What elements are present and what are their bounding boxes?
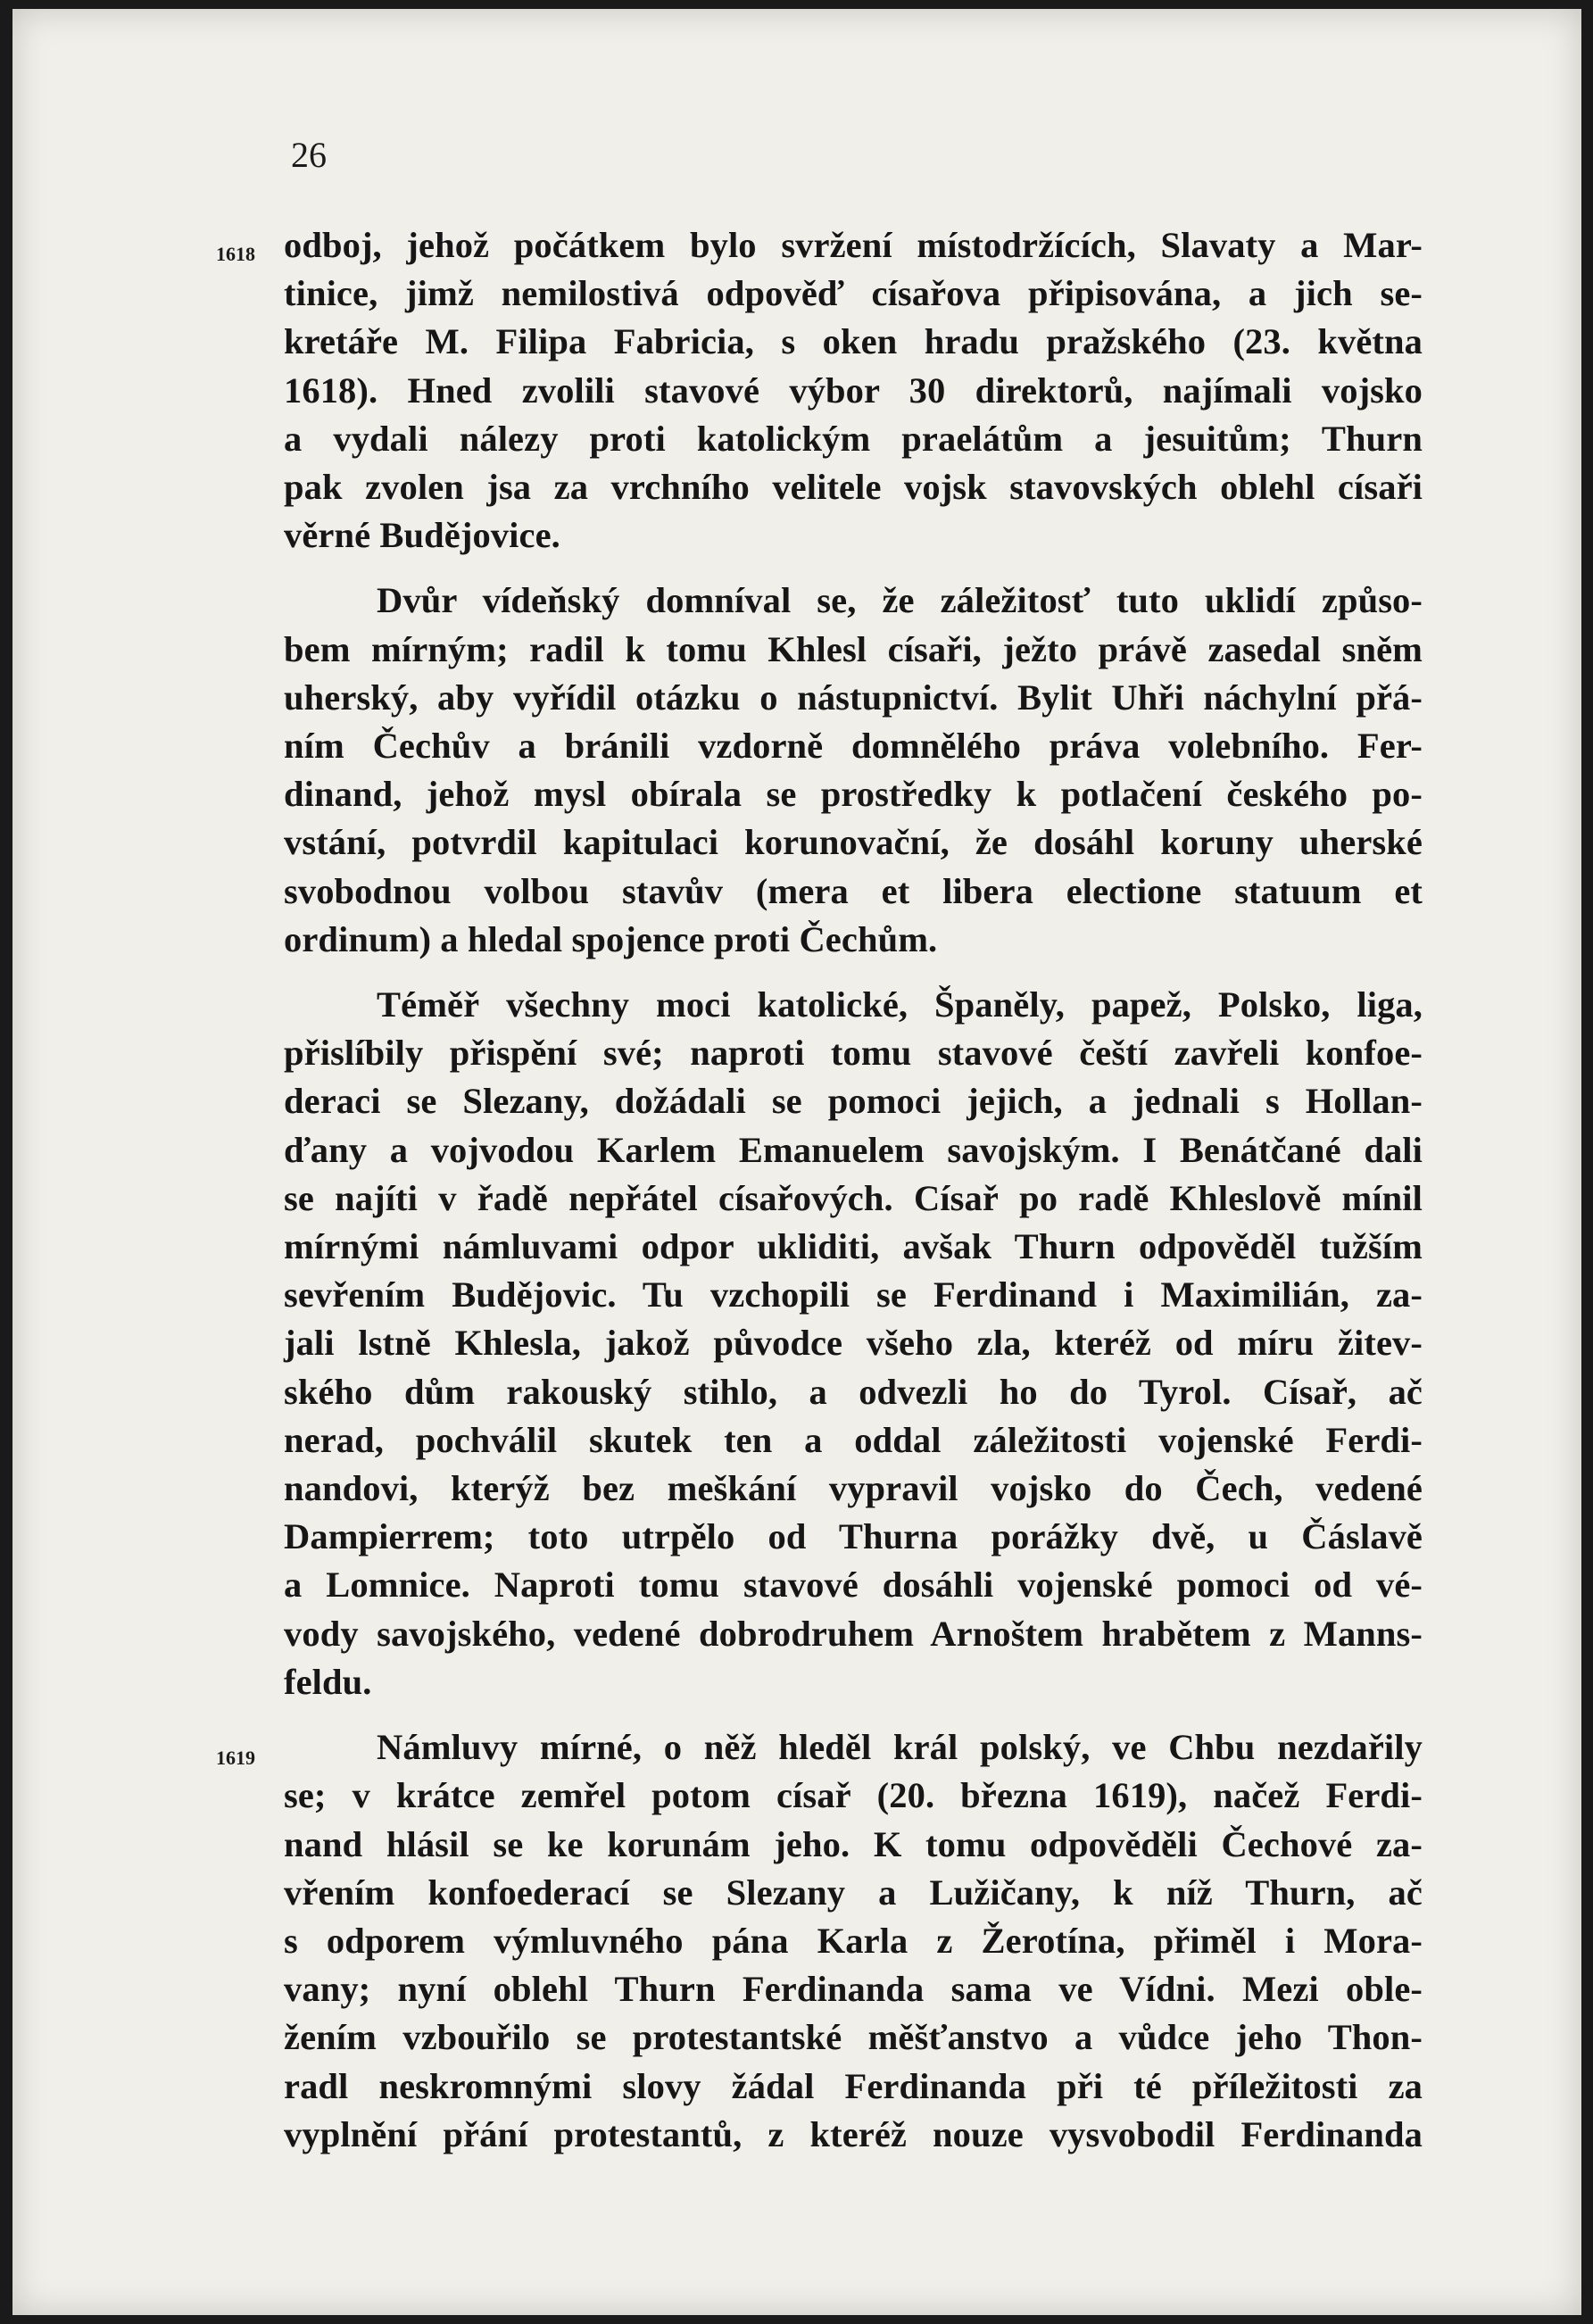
text-line: vyplnění přání protestantů, z kteréž nouze vysvobodil Ferdinanda xyxy=(284,2113,1423,2154)
text-line: 1618). Hned zvolili stavové výbor 30 direktorů, najímali vojsko xyxy=(284,369,1423,411)
text-line: kretáře M. Filipa Fabricia, s oken hradu pražského (23. května xyxy=(284,321,1423,362)
page-number: 26 xyxy=(291,135,327,175)
text-line: ského dům rakouský stihlo, a odvezli ho do Tyrol. Císař, ač xyxy=(284,1371,1423,1412)
text-line: bem mírným; radil k tomu Khlesl císaři, ježto právě zasedal sněm xyxy=(284,628,1423,669)
text-line: ordinum) a hledal spojence proti Čechům. xyxy=(284,918,938,959)
text-line: ním Čechův a bránili vzdorně domnělého práva volebního. Fer- xyxy=(284,726,1423,767)
text-line: deraci se Slezany, dožádali se pomoci jejich, a jednali s Hollan- xyxy=(284,1081,1423,1122)
paragraph-1 xyxy=(284,221,1423,560)
text-line: odboj, jehož počátkem bylo svržení místodržících, Slavaty a Mar- xyxy=(284,225,1423,265)
margin-year-1618: 1618 xyxy=(216,243,255,265)
text-line: vany; nyní oblehl Thurn Ferdinanda sama ve Vídni. Mezi oble- xyxy=(284,1969,1423,2010)
body-text xyxy=(284,221,1423,2176)
text-line: nerad, pochválil skutek ten a oddal záležitosti vojenské Ferdi- xyxy=(284,1419,1423,1460)
text-line: jali lstně Khlesla, jakož původce všeho zla, kteréž od míru žitev- xyxy=(284,1323,1423,1364)
paragraph-3 xyxy=(284,981,1423,1706)
text-line: vody savojského, vedené dobrodruhem Arnoštem hrabětem z Manns- xyxy=(284,1613,1423,1654)
text-line: mírnými námluvami odpor ukliditi, avšak Thurn odpověděl tužším xyxy=(284,1226,1423,1267)
text-line: radl neskromnými slovy žádal Ferdinanda při té příležitosti za xyxy=(284,2065,1423,2106)
text-line: se; v krátce zemřel potom císař (20. března 1619), načež Ferdi- xyxy=(284,1775,1423,1816)
text-line: svobodnou volbou stavův (mera et libera electione statuum et xyxy=(284,870,1423,911)
text-line: a Lomnice. Naproti tomu stavové dosáhli vojenské pomoci od vé- xyxy=(284,1565,1423,1606)
text-line: ďany a vojvodou Karlem Emanuelem savojským. I Benátčané dali xyxy=(284,1129,1423,1170)
text-line: Námluvy mírné, o něž hleděl král polský, ve Chbu nezdařily xyxy=(377,1727,1423,1768)
text-line: vřením konfoederací se Slezany a Lužičany, k níž Thurn, ač xyxy=(284,1872,1423,1913)
text-line: s odporem výmluvného pána Karla z Žerotína, přiměl i Mora- xyxy=(284,1920,1423,1961)
text-line: nandovi, kterýž bez meškání vypravil vojsko do Čech, vedené xyxy=(284,1468,1423,1509)
text-line: věrné Budějovice. xyxy=(284,515,560,556)
text-line: vstání, potvrdil kapitulaci korunovační, že dosáhl koruny uherské xyxy=(284,822,1423,863)
text-line: Dvůr vídeňský domníval se, že záležitosť tuto uklidí způso- xyxy=(377,580,1423,621)
text-line: pak zvolen jsa za vrchního velitele vojsk stavovských oblehl císaři xyxy=(284,467,1423,508)
text-line: feldu. xyxy=(284,1661,372,1702)
text-line: nand hlásil se ke korunám jeho. K tomu odpověděli Čechové za- xyxy=(284,1823,1423,1864)
text-line: a vydali nálezy proti katolickým praelátům a jesuitům; Thurn xyxy=(284,418,1423,459)
text-line: přislíbily přispění své; naproti tomu stavové čeští zavřeli konfoe- xyxy=(284,1033,1423,1074)
text-line: uherský, aby vyřídil otázku o nástupnictví. Bylit Uhři náchylní přá- xyxy=(284,676,1423,718)
text-line: Téměř všechny moci katolické, Španěly, papež, Polsko, liga, xyxy=(377,984,1423,1025)
text-line: tinice, jimž nemilostivá odpověď císařova připisována, a jich se- xyxy=(284,273,1423,314)
text-line: Dampierrem; toto utrpělo od Thurna porážky dvě, u Čáslavě xyxy=(284,1516,1423,1557)
paragraph-2 xyxy=(284,577,1423,964)
text-line: dinand, jehož mysl obírala se prostředky k potlačení českého po- xyxy=(284,774,1423,815)
paragraph-4 xyxy=(284,1723,1423,2159)
text-line: sevřením Budějovic. Tu vzchopili se Ferdinand i Maximilián, za- xyxy=(284,1274,1423,1316)
margin-year-1619: 1619 xyxy=(216,1747,255,1769)
text-line: žením vzbouřilo se protestantské měšťanstvo a vůdce jeho Thon- xyxy=(284,2017,1423,2058)
text-line: se najíti v řadě nepřátel císařových. Císař po radě Khleslově mínil xyxy=(284,1177,1423,1218)
document-page xyxy=(12,9,1581,2315)
